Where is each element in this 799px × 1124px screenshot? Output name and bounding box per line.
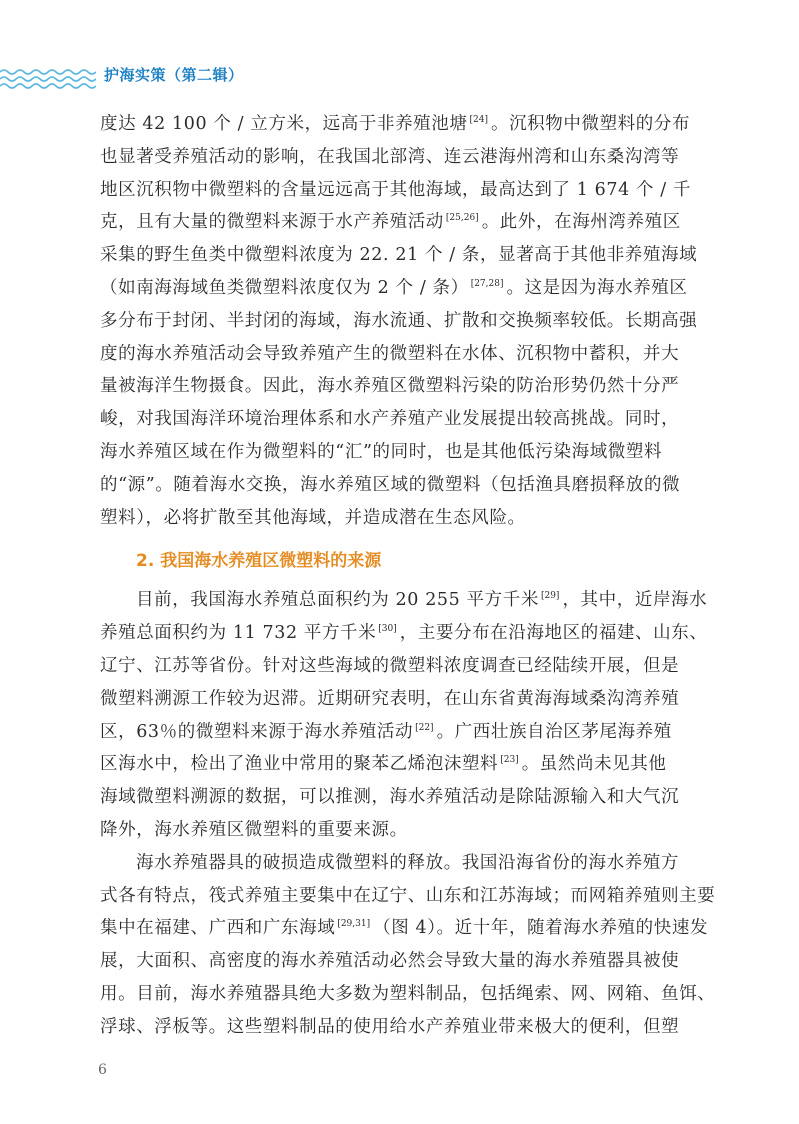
text-segment: 。此外，在海州湾养殖区 bbox=[481, 212, 681, 233]
text-segment: 采集的野生鱼类中微塑料浓度为 22. 21 个 / 条，显著高于其他非养殖海域 bbox=[100, 245, 698, 266]
text-line bbox=[100, 436, 700, 469]
text-segment: 区，63％的微塑料来源于海水养殖活动 bbox=[100, 721, 414, 742]
text-segment: 。沉积物中微塑料的分布 bbox=[490, 114, 691, 134]
text-line bbox=[100, 338, 700, 371]
text-segment: 展，大面积、高密度的海水养殖活动必然会导致大量的海水养殖器具被使 bbox=[100, 951, 680, 972]
text-line bbox=[100, 584, 708, 617]
text-segment: 。虽然尚未见其他 bbox=[521, 754, 667, 775]
citation-ref: [30] bbox=[378, 624, 397, 635]
text-line bbox=[100, 305, 700, 338]
text-line bbox=[100, 650, 700, 683]
text-segment: 塑料），必将扩散至其他海域，并造成潜在生态风险。 bbox=[100, 507, 526, 528]
text-line bbox=[100, 781, 700, 814]
text-line bbox=[100, 945, 700, 978]
text-segment: 海水养殖器具的破损造成微塑料的释放。我国沿海省份的海水养殖方 bbox=[136, 852, 679, 873]
text-segment: 多分布于封闭、半封闭的海域，海水流通、扩散和交换频率较低。长期高强 bbox=[100, 310, 698, 331]
paragraph bbox=[100, 847, 716, 1044]
text-line bbox=[100, 716, 700, 749]
text-segment: （如南海海域鱼类微塑料浓度仅为 2 个 / 条） bbox=[100, 277, 469, 298]
text-segment: ，其中，近岸海水 bbox=[562, 590, 708, 611]
paragraph bbox=[100, 108, 700, 534]
text-segment: 海域微塑料溯源的数据，可以推测，海水养殖活动是除陆源输入和大气沉 bbox=[100, 787, 680, 808]
text-line bbox=[100, 403, 700, 436]
text-segment: ，主要分布在沿海地区的福建、山东、 bbox=[399, 623, 708, 644]
text-segment: 地区沉积物中微塑料的含量远远高于其他海域，最高达到了 1 674 个 / 千 bbox=[100, 179, 692, 200]
paragraph bbox=[100, 584, 708, 846]
text-line bbox=[100, 847, 700, 880]
text-line bbox=[100, 880, 716, 913]
text-segment: 集中在福建、广西和广东海域 bbox=[100, 918, 336, 939]
text-line bbox=[100, 1011, 700, 1044]
text-line bbox=[100, 469, 700, 502]
text-segment: 。这是因为海水养殖区 bbox=[506, 277, 688, 298]
text-line bbox=[100, 108, 700, 141]
text-segment: 目前，我国海水养殖总面积约为 20 255 平方千米 bbox=[136, 590, 539, 611]
text-line bbox=[100, 683, 700, 716]
text-segment: 峻，对我国海洋环境治理体系和水产养殖产业发展提出较高挑战。同时， bbox=[100, 409, 680, 430]
text-line bbox=[100, 814, 700, 847]
text-line bbox=[100, 239, 700, 272]
text-segment: 区海水中，检出了渔业中常用的聚苯乙烯泡沫塑料 bbox=[100, 754, 499, 775]
text-segment: 。广西壮族自治区茅尾海养殖 bbox=[436, 721, 672, 742]
text-segment: 浮球、浮板等。这些塑料制品的使用给水产养殖业带来极大的便利，但塑 bbox=[100, 1016, 680, 1037]
text-line bbox=[100, 272, 700, 305]
text-segment: 降外，海水养殖区微塑料的重要来源。 bbox=[100, 819, 408, 840]
citation-ref: [22] bbox=[415, 722, 434, 733]
text-segment: 养殖总面积约为 11 732 平方千米 bbox=[100, 623, 377, 644]
text-line bbox=[100, 912, 709, 945]
citation-ref: [29] bbox=[540, 591, 560, 602]
text-segment: 式各有特点，筏式养殖主要集中在辽宁、山东和江苏海域；而网箱养殖则主要 bbox=[100, 885, 716, 906]
text-line bbox=[100, 617, 708, 650]
citation-ref: [25,26] bbox=[445, 213, 479, 224]
text-segment: 克，且有大量的微塑料来源于水产养殖活动 bbox=[100, 212, 444, 233]
text-segment: 辽宁、江苏等省份。针对这些海域的微塑料浓度调查已经陆续开展，但是 bbox=[100, 655, 680, 676]
section-heading: 2. 我国海水养殖区微塑料的来源 bbox=[136, 551, 382, 572]
citation-ref: [29,31] bbox=[337, 919, 371, 930]
text-line bbox=[100, 370, 700, 403]
text-segment: 也显著受养殖活动的影响，在我国北部湾、连云港海州湾和山东桑沟湾等 bbox=[100, 146, 680, 167]
page-body bbox=[100, 108, 716, 1044]
text-segment: 度达 42 100 个 / 立方米，远高于非养殖池塘 bbox=[100, 114, 468, 134]
citation-ref: [23] bbox=[500, 755, 519, 766]
text-segment: 海水养殖区域在作为微塑料的“汇”的同时，也是其他低污染海域微塑料 bbox=[100, 441, 663, 462]
text-line bbox=[100, 978, 716, 1011]
text-segment: 的“源”。随着海水交换，海水养殖区域的微塑料（包括渔具磨损释放的微 bbox=[100, 474, 681, 495]
text-line bbox=[100, 502, 700, 535]
page-number: 6 bbox=[98, 1062, 107, 1078]
text-segment: （图 4）。近十年，随着海水养殖的快速发 bbox=[373, 918, 709, 939]
text-segment: 用。目前，海水养殖器具绝大多数为塑料制品，包括绳索、网、网箱、鱼饵、 bbox=[100, 983, 716, 1004]
text-segment: 微塑料溯源工作较为迟滞。近期研究表明，在山东省黄海海域桑沟湾养殖 bbox=[100, 688, 680, 709]
waves-icon bbox=[0, 68, 96, 90]
text-segment: 量被海洋生物摄食。因此，海水养殖区微塑料污染的防治形势仍然十分严 bbox=[100, 376, 680, 397]
citation-ref: [27,28] bbox=[470, 278, 504, 289]
citation-ref: [24] bbox=[469, 115, 488, 125]
running-header bbox=[0, 58, 799, 98]
text-line bbox=[100, 748, 700, 781]
text-line bbox=[100, 174, 700, 207]
book-title: 护海实策（第二辑） bbox=[104, 66, 244, 84]
text-segment: 度的海水养殖活动会导致养殖产生的微塑料在水体、沉积物中蓄积，并大 bbox=[100, 343, 680, 364]
text-line bbox=[100, 206, 700, 239]
text-line bbox=[100, 141, 700, 174]
